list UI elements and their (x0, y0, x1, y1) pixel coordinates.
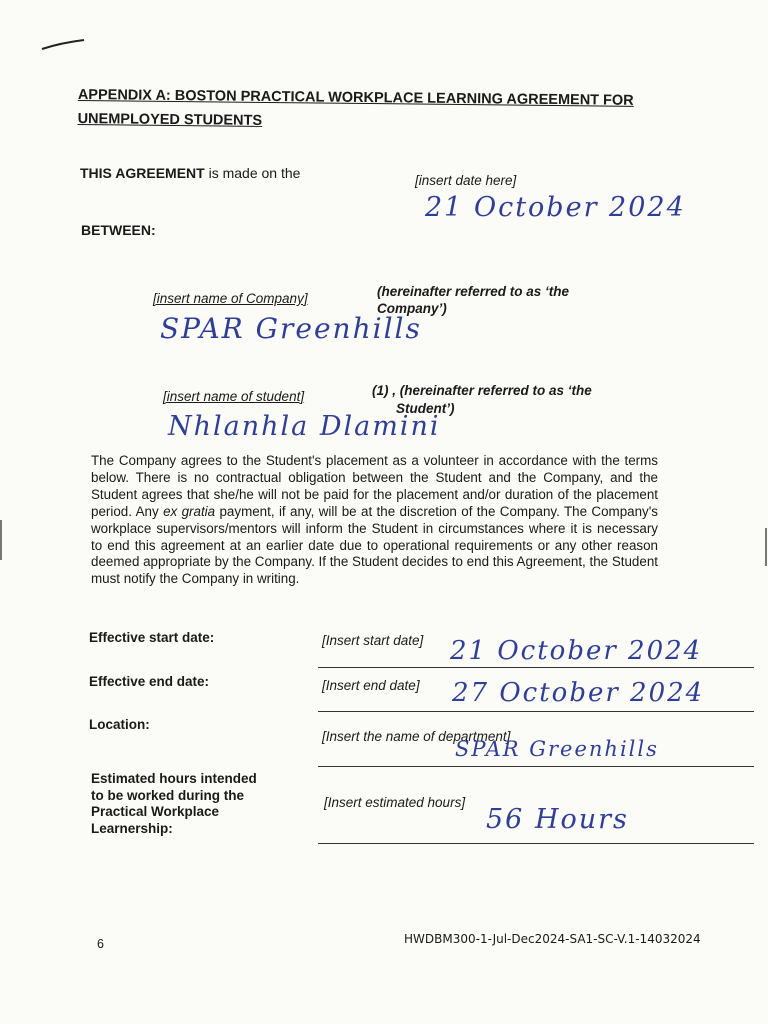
scan-edge-mark-right (765, 528, 767, 566)
start-date-label: Effective start date: (89, 630, 215, 645)
hours-hint: [Insert estimated hours] (324, 795, 466, 810)
location-value: SPAR Greenhills (455, 737, 659, 761)
end-date-line (318, 711, 754, 712)
student-name-value: Nhlanhla Dlamini (168, 411, 441, 442)
title-line-2: UNEMPLOYED STUDENTS (77, 110, 263, 129)
student-reference (372, 382, 592, 418)
hours-line (318, 843, 754, 844)
document-code: HWDBM300-1-Jul-Dec2024-SA1-SC-V.1-14032024 (404, 932, 701, 946)
hours-label (91, 771, 257, 837)
hours-label-line-3: Practical Workplace (91, 804, 220, 819)
student-hint: [insert name of student] (163, 389, 305, 404)
company-reference (377, 283, 569, 317)
company-ref-line-1: (hereinafter referred to as ‘the (377, 284, 570, 299)
page-number: 6 (97, 937, 104, 951)
student-ref-line-2: Student’) (396, 401, 455, 416)
pen-mark (40, 38, 90, 52)
agreement-rest: is made on the (204, 165, 301, 181)
hours-value: 56 Hours (486, 804, 629, 835)
start-date-value: 21 October 2024 (450, 636, 703, 666)
location-label: Location: (89, 717, 150, 732)
location-line (318, 766, 754, 767)
body-text-1: The Company agrees to the Student's placement as a volunteer in accordance with the terms below. There is no contractual obligation between the Student and the Company, and the Student agrees that she/he will not be paid for the placement and/or duration of the placement period. Any (91, 453, 658, 519)
agreement-date-value: 21 October 2024 (425, 192, 686, 223)
date-hint: [insert date here] (415, 173, 517, 188)
agreement-intro (80, 165, 300, 181)
end-date-label: Effective end date: (89, 674, 210, 689)
company-hint: [insert name of Company] (153, 291, 308, 306)
between-label: BETWEEN: (81, 222, 156, 238)
end-date-value: 27 October 2024 (452, 678, 705, 708)
start-date-line (318, 667, 754, 668)
hours-label-line-4: Learnership: (91, 820, 173, 836)
title-line-1: APPENDIX A: BOSTON PRACTICAL WORKPLACE LEARNING AGREEMENT FOR (77, 86, 634, 109)
start-date-hint: [Insert start date] (322, 633, 424, 648)
scan-edge-mark (0, 520, 2, 560)
location-hint: [Insert the name of department] (322, 729, 511, 744)
hours-label-line-2: to be worked during the (91, 787, 245, 803)
agreement-bold: THIS AGREEMENT (80, 165, 205, 181)
student-ref-line-1: (1) , (hereinafter referred to as ‘the (372, 383, 592, 398)
end-date-hint: [Insert end date] (322, 678, 420, 693)
body-text-2: payment, if any, will be at the discretion of the Company. The Company's workplace supervisors/mentors will inform the Student in circumstances where it is necessary to end this agreement at an earlier date due to operational requirements or any other reason deemed appropriate by the Company. If the Student decides to end this Agreement, the Student must notify the Company in writing. (91, 503, 658, 587)
company-name-value: SPAR Greenhills (160, 312, 422, 345)
document-title (77, 83, 717, 138)
hours-label-line-1: Estimated hours intended (91, 771, 257, 786)
company-ref-line-2: Company’) (377, 301, 447, 316)
body-text-italic: ex gratia (163, 503, 216, 519)
agreement-body (91, 453, 658, 588)
